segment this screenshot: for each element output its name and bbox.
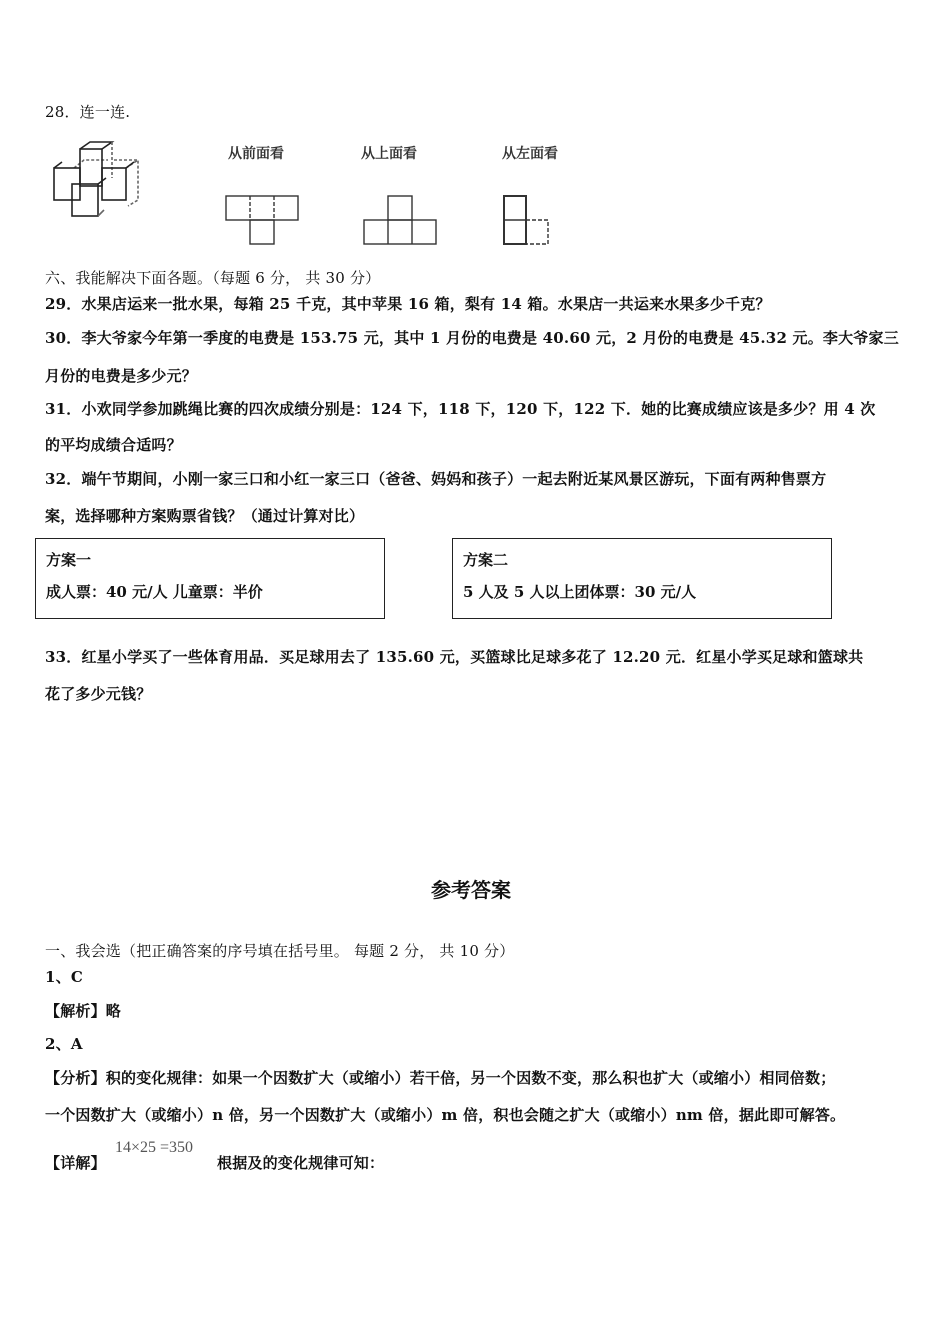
answer-2-detail-label: 【详解】 <box>45 1154 106 1172</box>
q33-line2: 花了多少元钱？ <box>45 685 152 703</box>
view-label-top: 从上面看 <box>361 146 417 162</box>
plan2-title: 方案二 <box>463 551 509 569</box>
answer-1: 1、C <box>45 968 83 986</box>
view-shape-t-down <box>222 192 302 248</box>
view-shape-l <box>500 192 556 248</box>
cube-stack-figure <box>48 140 153 222</box>
view-label-left: 从左面看 <box>502 146 558 162</box>
plan1-box <box>35 538 385 619</box>
plan1-detail: 成人票：40 元/人 儿童票：半价 <box>46 583 263 601</box>
q32-line1: 32．端午节期间，小刚一家三口和小红一家三口（爸爸、妈妈和孩子）一起去附近某风景区游玩，下面有两种售票方 <box>45 470 827 488</box>
answer-2-detail-text: 根据及的变化规律可知： <box>217 1154 385 1172</box>
q30-line2: 月份的电费是多少元？ <box>45 367 198 385</box>
answer-1-analysis: 【解析】略 <box>45 1002 122 1020</box>
q29-text: 29．水果店运来一批水果，每箱 25 千克，其中苹果 16 箱，梨有 14 箱。水果店一共运来水果多少千克？ <box>45 295 771 313</box>
section6-heading: 六、我能解决下面各题。（每题 6 分， 共 30 分） <box>45 269 381 287</box>
answers-title: 参考答案 <box>431 878 511 902</box>
answer-2-formula: 14×25 =350 <box>115 1139 194 1156</box>
answer-2-analysis-line2: 一个因数扩大（或缩小）n 倍，另一个因数扩大（或缩小）m 倍，积也会随之扩大（或缩小）nm 倍，据此即可解答。 <box>45 1106 846 1124</box>
q30-line1: 30．李大爷家今年第一季度的电费是 153.75 元，其中 1 月份的电费是 40.60 元，2 月份的电费是 45.32 元。李大爷家三 <box>45 329 899 347</box>
q32-line2: 案，选择哪种方案购票省钱？（通过计算对比） <box>45 507 365 525</box>
q31-line1: 31．小欢同学参加跳绳比赛的四次成绩分别是：124 下，118 下，120 下，122 下．她的比赛成绩应该是多少？用 4 次 <box>45 400 876 418</box>
q28-title: 28．连一连. <box>45 103 131 121</box>
answers-section1-heading: 一、我会选（把正确答案的序号填在括号里。 每题 2 分， 共 10 分） <box>45 942 515 960</box>
view-label-front: 从前面看 <box>228 146 284 162</box>
plan1-title: 方案一 <box>46 551 92 569</box>
view-shape-t-up <box>360 192 440 248</box>
plan2-box <box>452 538 832 619</box>
q33-line1: 33．红星小学买了一些体育用品．买足球用去了 135.60 元，买篮球比足球多花了 12.20 元．红星小学买足球和篮球共 <box>45 648 864 666</box>
q31-line2: 的平均成绩合适吗？ <box>45 436 182 454</box>
answer-2: 2、A <box>45 1035 83 1053</box>
plan2-detail: 5 人及 5 人以上团体票：30 元/人 <box>463 583 697 601</box>
answer-2-analysis-line1: 【分析】积的变化规律：如果一个因数扩大（或缩小）若干倍，另一个因数不变，那么积也扩大（或缩小）相同倍数； <box>45 1069 836 1087</box>
